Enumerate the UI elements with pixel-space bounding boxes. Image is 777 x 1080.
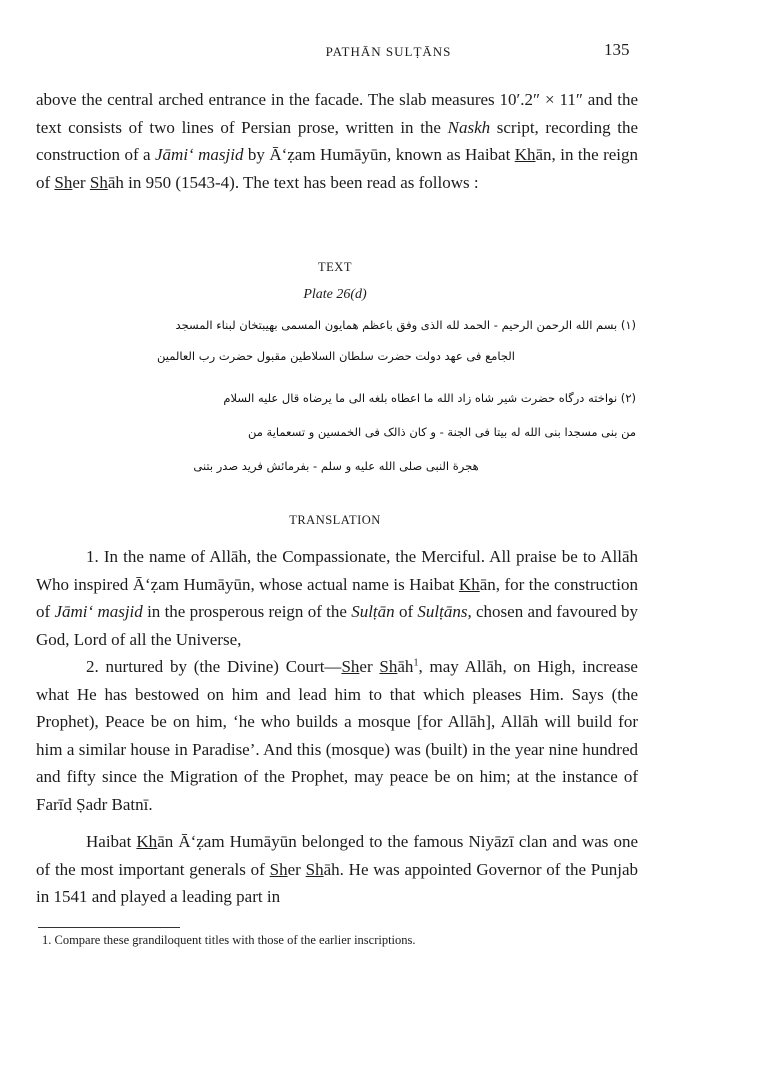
persian-text-line: (۲) نواخته درگاه حضرت شیر شاه زاد الله ما اعطاه بلغه الی ما یرضاه قال علیه السلام	[223, 391, 636, 405]
translation-paragraph-2: 2. nurtured by (the Divine) Court—Sher Shāh$^1$, may Allāh, on High, increase what He has bestowed on him and lead him to that which pleases Him. Says (the Prophet), Peace be on him, ‘he who builds a mosque [for Allāh], Allāh will build for him a similar house in Paradise’. And this (mosque) was (built) in the year nine hundred and fifty since the Migration of the Prophet, may peace be on him; at the instance of Farīd Ṣadr Batnī.	[36, 657, 638, 814]
translation-paragraph-1: 1. In the name of Allāh, the Compassionate, the Merciful. All praise be to Allāh Who inspired Ā‘ẓam Humāyūn, whose actual name is Haibat Khān, for the construction of Jāmi‘ masjid in the prosperous reign of the Sulṭān of Sulṭāns, chosen and favoured by God, Lord of all the Universe,	[36, 547, 638, 649]
intro-paragraph: above the central arched entrance in the facade. The slab measures 10′.2″ × 11″ and the text consists of two lines of Persian prose, written in the Naskh script, recording the construction of a Jāmi‘ masjid by Ā‘ẓam Humāyūn, known as Haibat Khān, in the reign of Sher Shāh in 950 (1543-4). The text has been read as follows :	[36, 90, 638, 192]
persian-text-line: الجامع فی عهد دولت حضرت سلطان السلاطین مقبول حضرت رب العالمین	[157, 349, 515, 363]
commentary-paragraph: Haibat Khān Ā‘ẓam Humāyūn belonged to the famous Niyāzī clan and was one of the most important generals of Sher Shāh. He was appointed Governor of the Punjab in 1541 and played a leading part in	[36, 832, 638, 906]
persian-text-line: هجرة النبی صلی الله علیه و سلم - بفرمائش فرید صدر بتنی	[193, 459, 479, 473]
footnote-divider	[38, 927, 180, 928]
footnote: 1. Compare these grandiloquent titles with those of the earlier inscriptions.	[42, 933, 416, 947]
plate-reference: Plate 26(d)	[303, 287, 367, 302]
text-heading: TEXT	[318, 260, 352, 274]
page-number: 135	[604, 40, 630, 59]
persian-text-line: من بنی مسجدا بنی الله له بیتا فی الجنة - و کان ذالک فی الخمسین و تسعمایة من	[247, 425, 636, 439]
persian-text-line: (۱) بسم الله الرحمن الرحیم - الحمد لله الذی وفق باعظم همایون المسمی بهیبتخان لبناء المسجد	[175, 318, 636, 332]
translation-heading: TRANSLATION	[289, 513, 381, 527]
running-title: PATHĀN SULṬĀNS	[325, 44, 452, 59]
footnote-marker: 1	[413, 657, 419, 669]
